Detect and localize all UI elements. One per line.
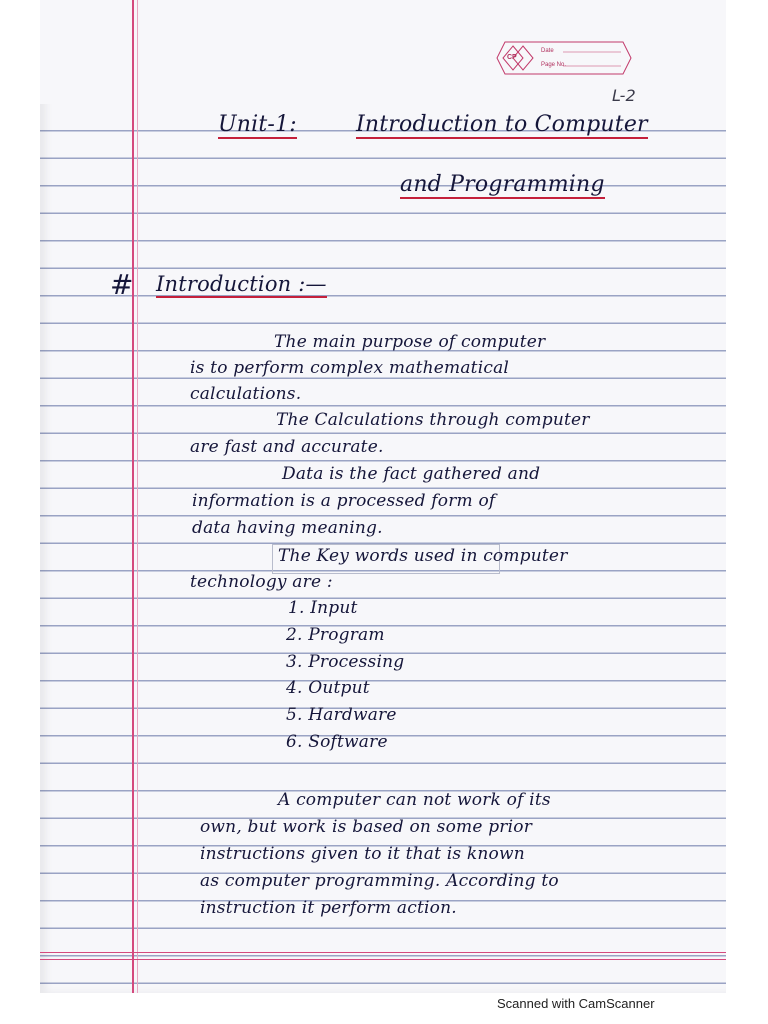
para4-line1: The Key words used in computer [278,546,568,566]
keyword-item-hardware: 5. Hardware [286,705,397,725]
para2-line2: are fast and accurate. [190,437,384,457]
unit-title-line2 [400,172,605,197]
para1-line2: is to perform complex mathematical [190,358,510,378]
stamp-page-label: Page No. [541,62,567,68]
para5-line3: instructions given to it that is known [200,844,525,864]
bottom-margin-band [40,952,726,960]
unit-title-text: Introduction to Computer [356,112,648,137]
para5-line5: instruction it perform action. [200,898,457,918]
stamp-date-label: Date [541,48,554,54]
notebook-stamp [493,38,633,78]
unit-title-line2-text: and Programming [400,172,605,197]
section-heading-text: Introduction :— [156,272,327,296]
para3-line2: information is a processed form of [192,491,496,511]
section-heading [156,272,327,296]
para5-line1: A computer can not work of its [278,790,551,810]
margin-line-secondary [137,0,138,993]
keyword-item-processing: 3. Processing [286,652,405,672]
keyword-item-software: 6. Software [286,732,388,752]
unit-label: Unit-1: [218,112,297,137]
para2-line1: The Calculations through computer [276,410,590,430]
para5-line4: as computer programming. According to [200,871,559,891]
page-number: L-2 [612,86,636,105]
scanner-watermark: Scanned with CamScanner [497,996,655,1011]
para5-line2: own, but work is based on some prior [200,817,533,837]
margin-line [132,0,134,993]
para1-line3: calculations. [190,384,302,404]
section-marker: # [110,268,134,301]
unit-title-main [356,112,648,137]
para3-line1: Data is the fact gathered and [282,464,541,484]
stamp-logo: CP [507,54,517,61]
para1-line1: The main purpose of computer [274,332,546,352]
unit-title-prefix [218,112,297,137]
keyword-item-program: 2. Program [286,625,385,645]
keyword-item-output: 4. Output [286,678,370,698]
para4-line2: technology are : [190,572,333,592]
para3-line3: data having meaning. [192,518,383,538]
keyword-item-input: 1. Input [288,598,358,618]
